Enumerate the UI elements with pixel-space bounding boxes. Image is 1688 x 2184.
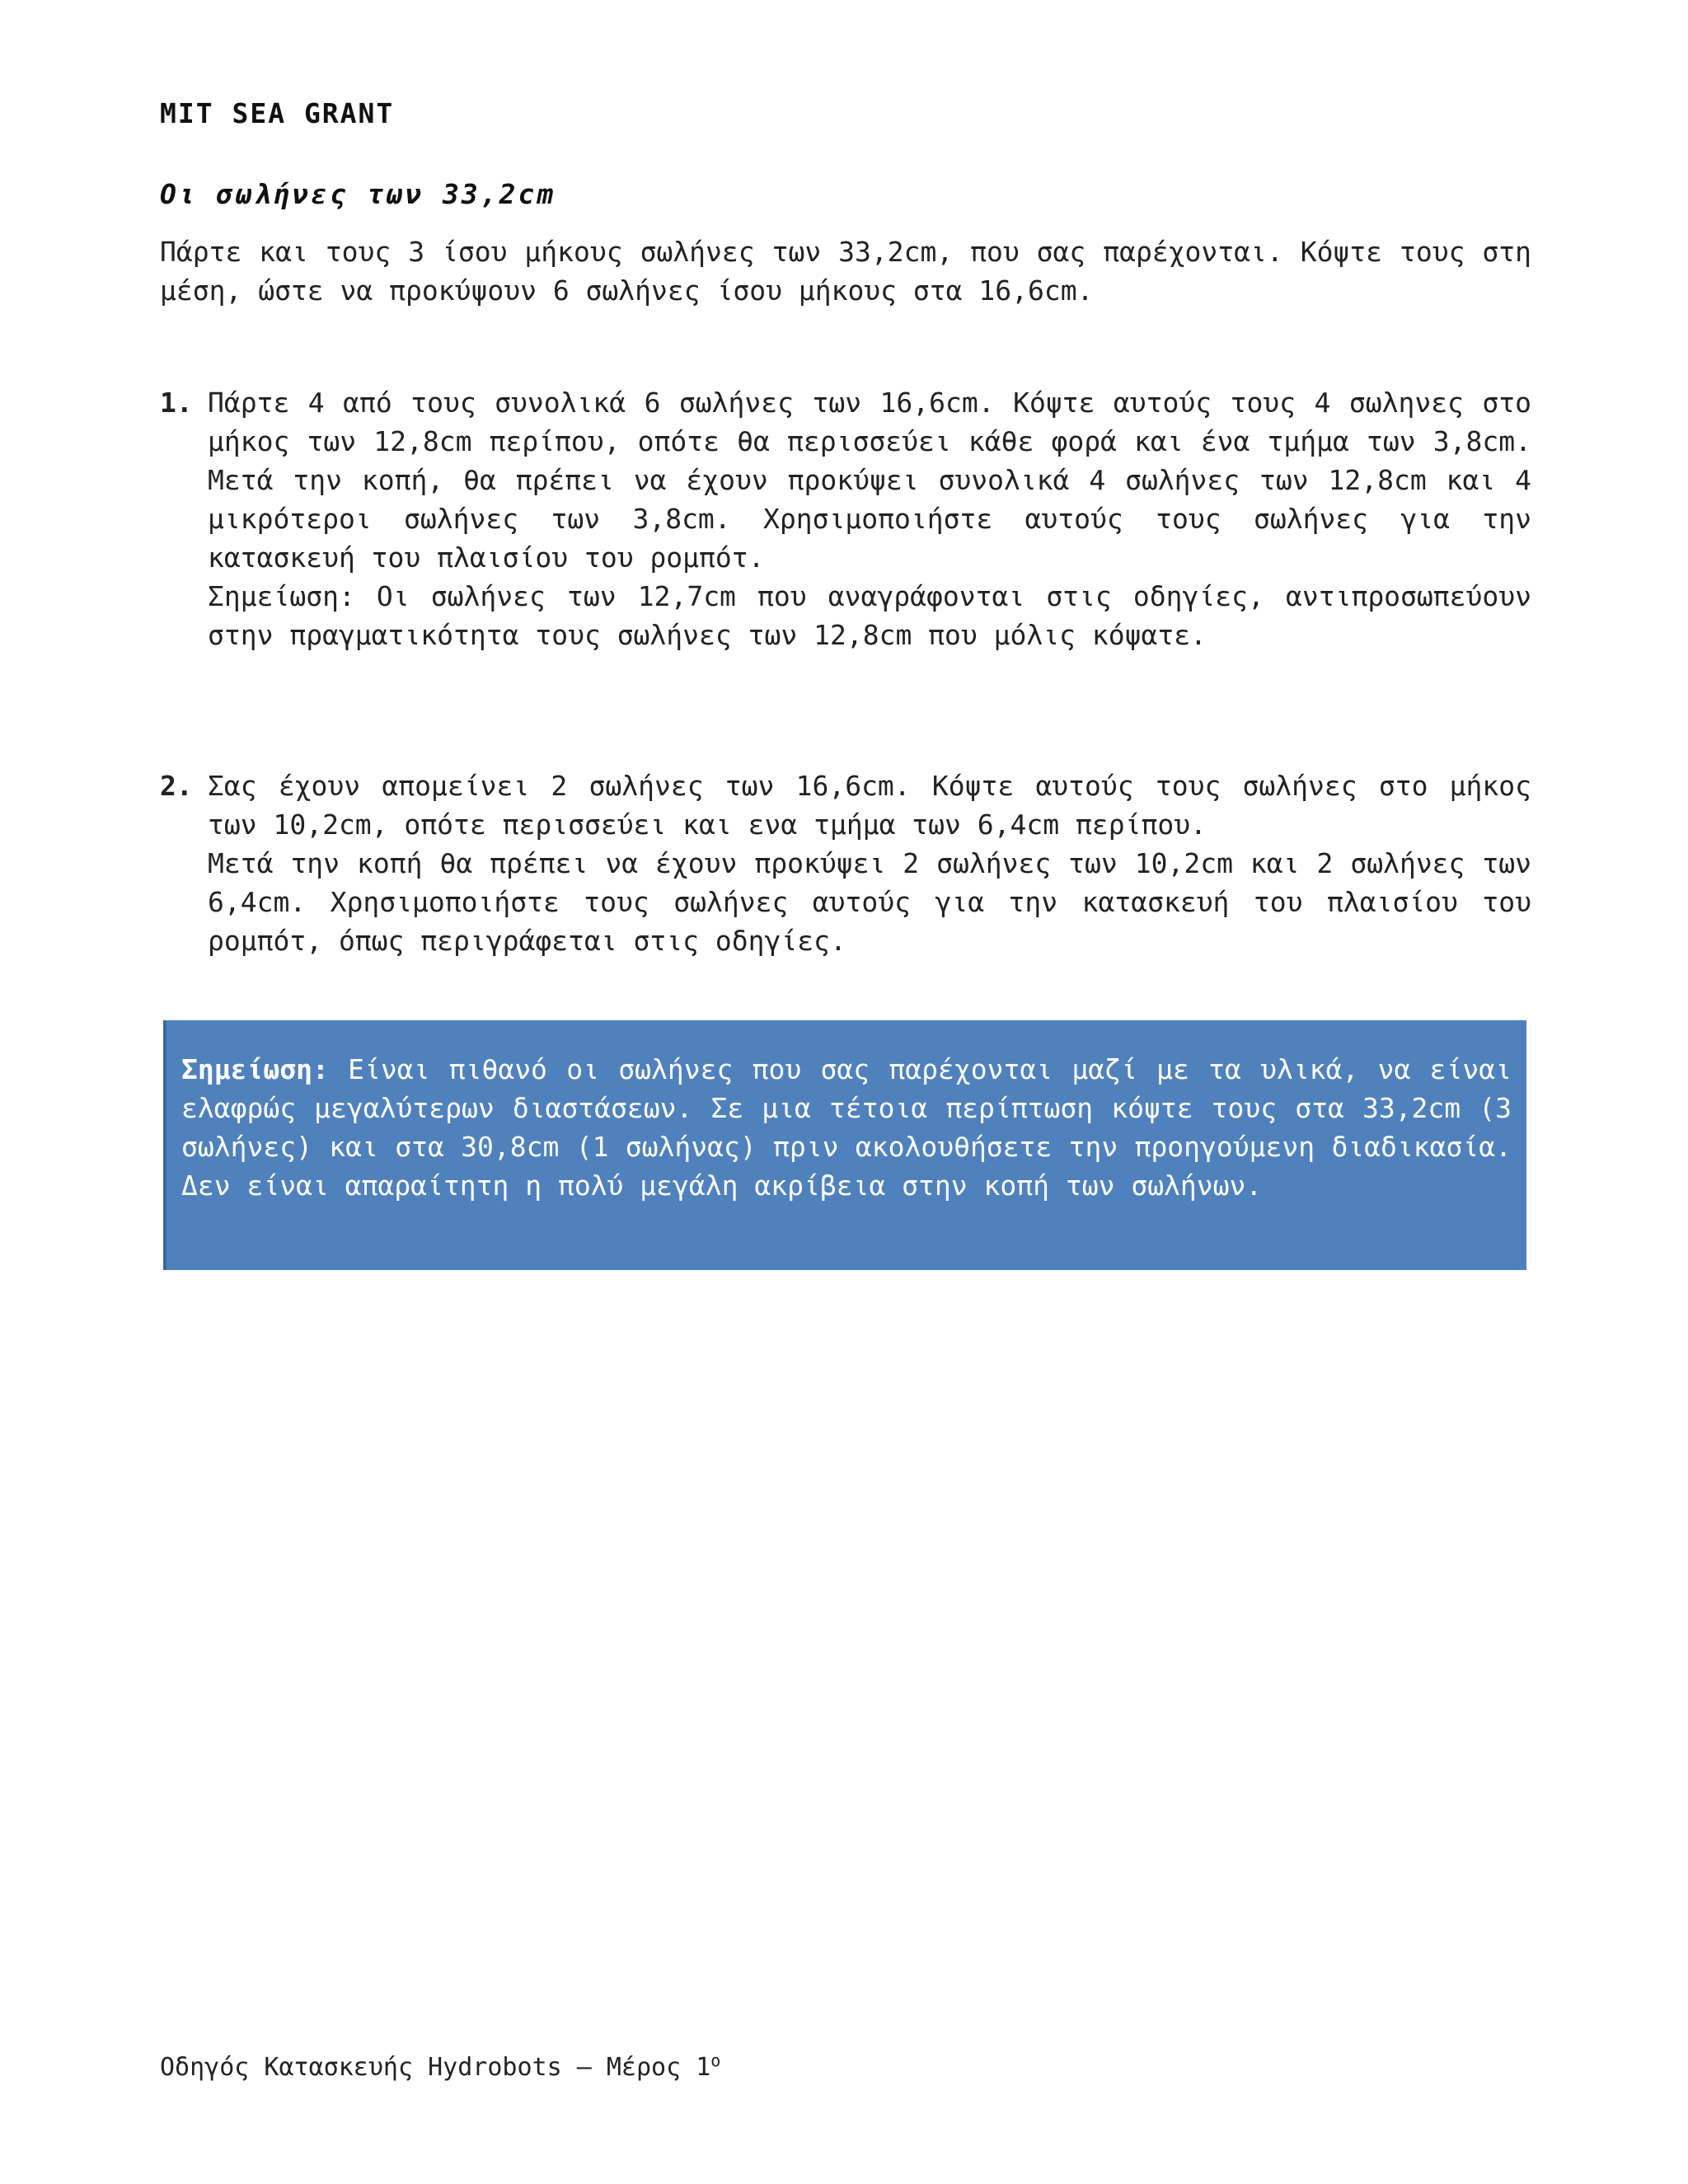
- step-2-note: Μετά την κοπή θα πρέπει να έχουν προκύψει 2 σωλήνες των 10,2cm και 2 σωλήνες των 6,4cm. Χρησιμοποιήστε τους σωλήνες αυτούς για την κατασκευή του πλαισίου του ρομπότ, όπως περιγράφεται στις οδηγίες.: [208, 847, 1531, 957]
- step-2-body: [208, 766, 1531, 960]
- page-footer: [160, 2050, 720, 2082]
- section-title: Οι σωλήνες των 33,2cm: [160, 178, 556, 210]
- note-callout-body: Είναι πιθανό οι σωλήνες που σας παρέχονται μαζί με τα υλικά, να είναι ελαφρώς μεγαλύτερων διαστάσεων. Σε μια τέτοια περίπτωση κόψτε τους στα 33,2cm (3 σωλήνες) και στα 30,8cm (1 σωλήνας) πριν ακολουθήσετε την προηγούμενη διαδικασία. Δεν είναι απαραίτητη η πολύ μεγάλη ακρίβεια στην κοπή των σωλήνων.: [181, 1053, 1512, 1202]
- intro-paragraph: Πάρτε και τους 3 ίσου μήκους σωλήνες των 33,2cm, που σας παρέχονται. Κόψτε τους στη μέση, ώστε να προκύψουν 6 σωλήνες ίσου μήκους στα 16,6cm.: [160, 236, 1531, 307]
- note-callout-label: Σημείωση:: [181, 1053, 329, 1085]
- step-1-body: [208, 383, 1531, 654]
- step-1-number: 1.: [160, 387, 193, 419]
- step-2: [160, 766, 1531, 960]
- note-callout-box: [163, 1020, 1526, 1270]
- document-header: MIT SEA GRANT: [160, 97, 395, 129]
- step-1: [160, 383, 1531, 654]
- footer-superscript: ο: [710, 2050, 721, 2070]
- step-2-number: 2.: [160, 770, 193, 802]
- step-1-note: Σημείωση: Οι σωλήνες των 12,7cm που αναγράφονται στις οδηγίες, αντιπροσωπεύουν στην πραγματικότητα τους σωλήνες των 12,8cm που μόλις κόψατε.: [208, 580, 1531, 651]
- step-1-text: Πάρτε 4 από τους συνολικά 6 σωλήνες των 16,6cm. Κόψτε αυτούς τους 4 σωληνες στο μήκος των 12,8cm περίπου, οπότε θα περισσεύει κάθε φορά και ένα τμήμα των 3,8cm. Μετά την κοπή, θα πρέπει να έχουν προκύψει συνολικά 4 σωλήνες των 12,8cm και 4 μικρότεροι σωλήνες των 3,8cm. Χρησιμοποιήστε αυτούς τους σωλήνες για την κατασκευή του πλαισίου του ρομπότ.: [208, 387, 1531, 574]
- step-2-text: Σας έχουν απομείνει 2 σωλήνες των 16,6cm. Κόψτε αυτούς τους σωλήνες στο μήκος των 10,2cm, οπότε περισσεύει και ενα τμήμα των 6,4cm περίπου.: [208, 770, 1531, 841]
- footer-text: Οδηγός Κατασκευής Hydrobots – Μέρος 1: [160, 2053, 711, 2082]
- note-callout-text: [181, 1050, 1512, 1205]
